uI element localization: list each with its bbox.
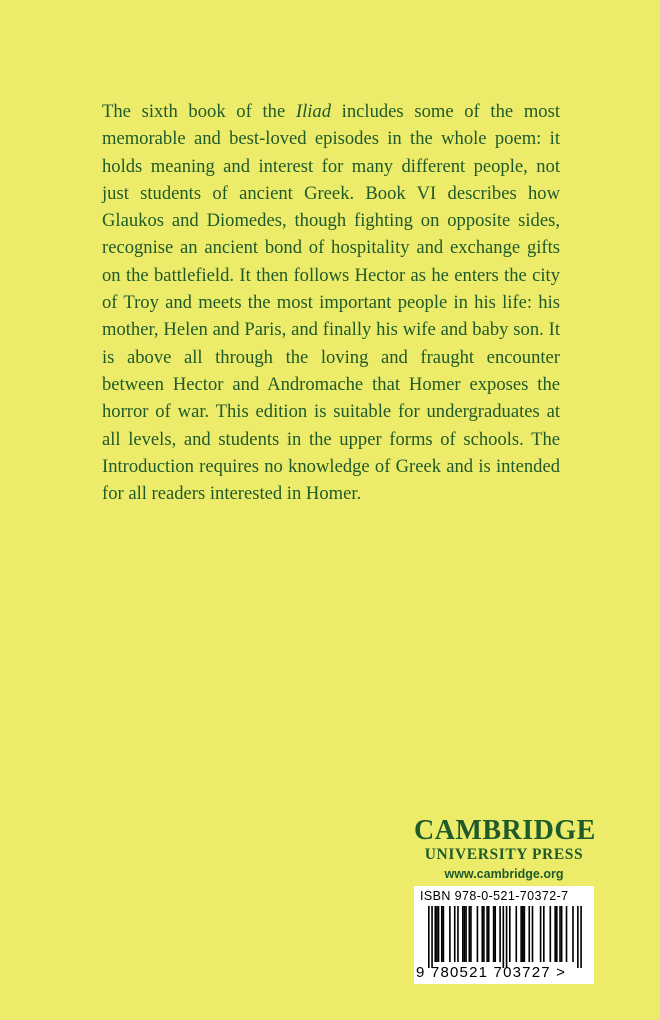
barcode-bar bbox=[449, 906, 451, 962]
barcode-bar bbox=[524, 906, 526, 962]
barcode-bar bbox=[436, 906, 438, 962]
barcode-bar bbox=[506, 906, 508, 968]
barcode-bar bbox=[434, 906, 436, 962]
barcode-bar bbox=[540, 906, 542, 962]
book-title-iliad: Iliad bbox=[295, 101, 331, 122]
barcode-bar bbox=[572, 906, 574, 962]
blurb-text-before-title: The sixth book of the bbox=[102, 101, 296, 122]
barcode-bar bbox=[428, 906, 430, 968]
barcode-bar bbox=[470, 906, 472, 962]
blurb-text: includes some of the most memorable and best-loved episodes in the whole poem: it holds meaning and interest for many different people, not just students of ancient Greek. Book VI describes how Glaukos and Diomedes, though fighting on opposite sides, recognise an ancient bond of hospitality and exchange gifts on the battlefield. It then follows Hector as he enters the city of Troy and meets the most important people in his life: his mother, Helen and Paris, and finally his wife and baby son. It is above all through the loving and fraught encounter between Hector and Andromache that Homer exposes the horror of war. This edition is suitable for undergraduates at all levels, and students in the upper forms of schools. The Introduction requires no knowledge of Greek and is intended for all readers interested in Homer. bbox=[102, 101, 560, 505]
barcode-bar bbox=[464, 906, 466, 962]
barcode-bar bbox=[528, 906, 530, 962]
barcode-bar bbox=[520, 906, 522, 962]
barcode-bar bbox=[522, 906, 524, 962]
barcode-bar bbox=[499, 906, 501, 962]
barcode-bar bbox=[577, 906, 579, 968]
barcode-bar bbox=[515, 906, 517, 962]
barcode-bar bbox=[509, 906, 511, 962]
barcode-bar bbox=[443, 906, 445, 962]
barcode-bar bbox=[477, 906, 479, 962]
barcode-bar bbox=[493, 906, 495, 962]
barcode-bar bbox=[580, 906, 582, 968]
barcode-bar bbox=[457, 906, 459, 962]
barcode-bar bbox=[550, 906, 552, 962]
barcode-bar bbox=[503, 906, 505, 968]
barcode-bar bbox=[566, 906, 568, 962]
barcode-bar bbox=[469, 906, 471, 962]
barcode-bar bbox=[561, 906, 563, 962]
barcode-bar bbox=[481, 906, 483, 962]
barcode-bar bbox=[438, 906, 440, 962]
barcode-bar bbox=[554, 906, 556, 962]
barcode-bar bbox=[532, 906, 534, 962]
barcode-bar bbox=[559, 906, 561, 962]
barcode-bar bbox=[465, 906, 467, 962]
publisher-name: CAMBRIDGE bbox=[414, 815, 596, 846]
barcode-bar bbox=[462, 906, 464, 962]
publisher-block bbox=[414, 816, 594, 883]
isbn-barcode bbox=[414, 886, 594, 984]
barcode-bar bbox=[441, 906, 443, 962]
barcode-bar bbox=[488, 906, 490, 962]
barcode-bar bbox=[486, 906, 488, 962]
back-cover-blurb bbox=[102, 98, 560, 507]
barcode-bar bbox=[431, 906, 433, 968]
barcode-bar bbox=[556, 906, 558, 962]
barcode-bar bbox=[454, 906, 456, 962]
barcode-digits: 9 780521 703727 > bbox=[416, 964, 567, 981]
isbn-label: ISBN 978-0-521-70372-7 bbox=[420, 889, 569, 903]
publisher-subtitle: UNIVERSITY PRESS bbox=[424, 846, 584, 863]
barcode-bar bbox=[483, 906, 485, 962]
barcode-bar bbox=[543, 906, 545, 962]
publisher-website[interactable]: www.cambridge.org bbox=[444, 867, 564, 881]
barcode-bar bbox=[494, 906, 496, 962]
